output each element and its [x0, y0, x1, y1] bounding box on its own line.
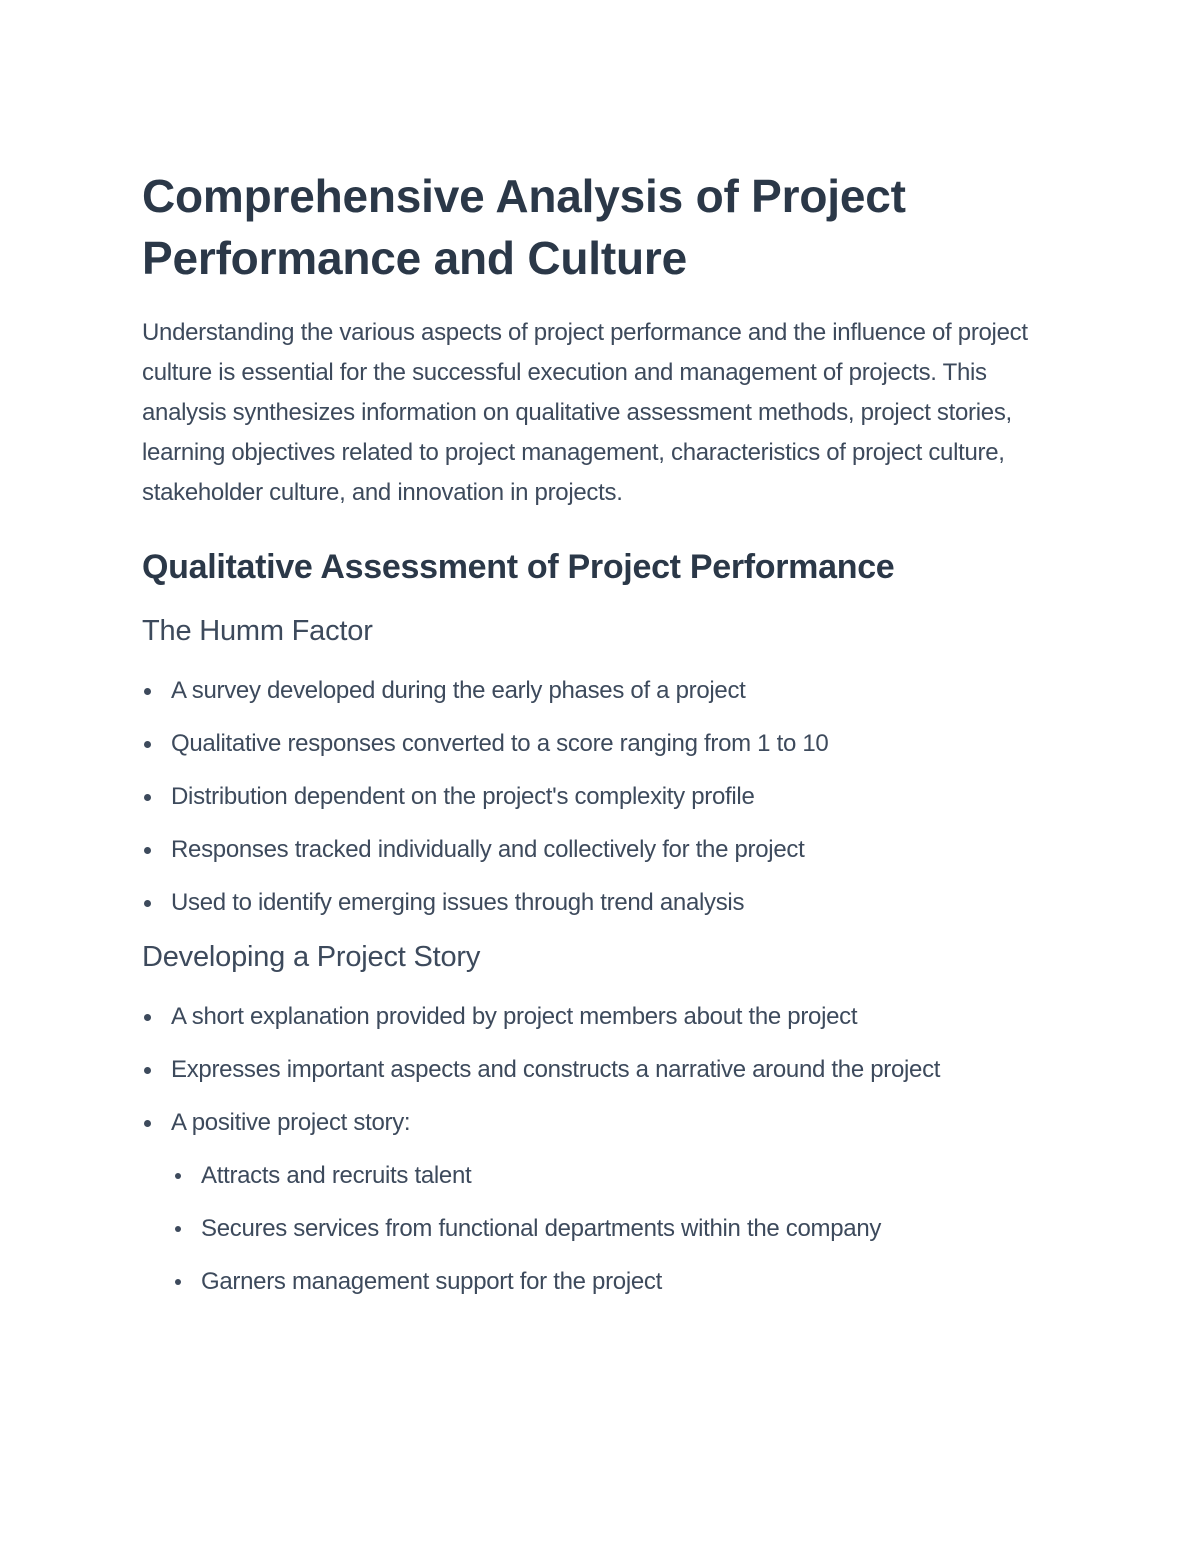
project-story-list — [142, 997, 1042, 1302]
bullet-icon — [175, 1226, 181, 1232]
bullet-icon — [175, 1173, 181, 1179]
list-item — [142, 883, 1042, 923]
bullet-icon — [144, 1014, 151, 1021]
list-item — [142, 777, 1042, 817]
sub-list-item — [171, 1156, 1042, 1196]
section-heading-qualitative-assessment: Qualitative Assessment of Project Performance — [142, 548, 895, 586]
document-title: Comprehensive Analysis of Project Performance and Culture — [142, 170, 906, 284]
subsection-heading-humm-factor: The Humm Factor — [142, 615, 373, 647]
bullet-icon — [144, 900, 151, 907]
list-item — [142, 724, 1042, 764]
subsection-heading-project-story: Developing a Project Story — [142, 941, 481, 973]
sub-list-item-text: Garners management support for the project — [201, 1268, 662, 1295]
list-item-text: A survey developed during the early phases of a project — [171, 677, 746, 704]
list-item — [142, 671, 1042, 711]
list-item-text: Used to identify emerging issues through trend analysis — [171, 889, 745, 916]
list-item-text: A positive project story: — [171, 1109, 411, 1136]
sub-list-item — [171, 1262, 1042, 1302]
bullet-icon — [144, 1120, 151, 1127]
bullet-icon — [144, 741, 151, 748]
list-item — [142, 1103, 1042, 1302]
list-item — [142, 830, 1042, 870]
document-page — [142, 165, 1042, 1315]
sub-list-item — [171, 1209, 1042, 1249]
humm-factor-list — [142, 671, 1042, 923]
bullet-icon — [144, 794, 151, 801]
bullet-icon — [144, 688, 151, 695]
bullet-icon — [144, 847, 151, 854]
list-item-text: Distribution dependent on the project's complexity profile — [171, 783, 755, 810]
list-item-text: Qualitative responses converted to a score ranging from 1 to 10 — [171, 730, 829, 757]
list-item-text: A short explanation provided by project members about the project — [171, 1003, 858, 1030]
bullet-icon — [144, 1067, 151, 1074]
list-item-text: Responses tracked individually and collectively for the project — [171, 836, 805, 863]
list-item — [142, 1050, 1042, 1090]
positive-story-sublist — [171, 1156, 1042, 1302]
bullet-icon — [175, 1279, 181, 1285]
sub-list-item-text: Secures services from functional departments within the company — [201, 1215, 882, 1242]
intro-paragraph: Understanding the various aspects of project performance and the influence of project culture is essential for the successful execution and management of projects. This analysis synthesizes information on qualitative assessment methods, project stories, learning objectives related to project management, characteristics of project culture, stakeholder culture, and innovation in projects. — [142, 319, 1028, 506]
list-item-text: Expresses important aspects and constructs a narrative around the project — [171, 1056, 941, 1083]
list-item — [142, 997, 1042, 1037]
sub-list-item-text: Attracts and recruits talent — [201, 1162, 472, 1189]
